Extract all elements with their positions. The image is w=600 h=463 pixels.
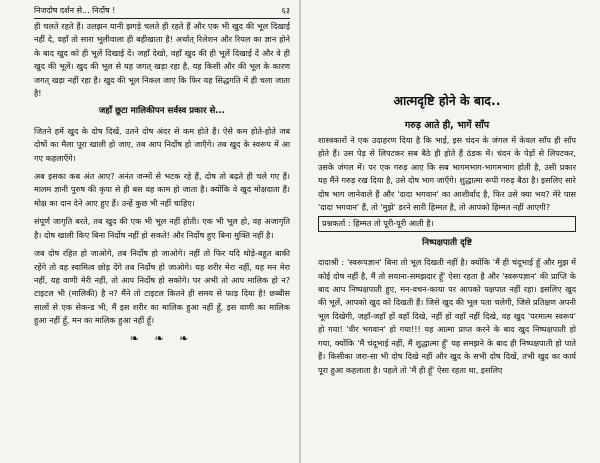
question-line: प्रश्नकर्ता : हिम्मत तो पूरी-पूरी आती है। [318,216,576,231]
running-title: निजदोष दर्शन से... निर्दोष ! [34,6,116,15]
section-heading: निष्पक्षपाती दृष्टि [422,237,472,248]
paragraph: अब इसका कब अंत आए? अनंत जन्मों से भटक रहे हैं, दोष तो बढ़ते ही चले गए हैं। मालम ज्ञानी पुरुष की कृपा से ही बस वह काम हो जाता है। क्योंकि वे खुद मोक्षदाता हैं। मोक्ष का दान देने आए हुए हैं। उन्हें कुछ भी नहीं चाहिए। [34,171,290,208]
section-heading: जहाँ छूटा मालिकीपन सर्वस्व प्रकार से... [98,106,226,117]
ornament-divider: ❧ ❧ ❧ [129,331,195,345]
right-page [300,0,600,463]
paragraph: शास्त्रकारों ने एक उदाहरण दिया है कि भाई, इस चंदन के जंगल में केवल साँप ही साँप होते हैं। उस पेड़ से लिपटकर सब बैठे ही होते हैं ठंडक में। चंदन के पेड़ों से लिपटकर, उसके जंगल में। पर एक गरुड़ आए कि सब भागमभाग-भागमभाग होती है, उसी प्रकार यह मैंने गरुड़ रख दिया है, उसे दोष भाग जाएँगे। शुद्धात्मा रूपी गरुड़ बैठा है। इसलिए सारे दोष भाग जानेवाले हैं और 'दादा भगवान' का आशीर्वाद है, फिर उसे क्या भय? मेरे पास 'दादा भगवान' हैं, तो 'मुझे' डरने सारी हिम्मत है, तो आपको हिम्मत नहीं आएगी? [318,135,576,213]
right-page-body [318,134,576,379]
paragraph: संपूर्ण जागृति बरते, तब खुद की एक भी भूल नहीं होती। एक भी भूल हो, वह अजागृति है। दोष खाली किए बिना निर्दोष नहीं हो सकते! और निर्दोष हुए बिना मुक्ति नहीं है। [34,216,290,240]
paragraph: जितने हमें खुद के दोष दिखें, उतने दोष अंदर से कम होते हैं। ऐसे कम होते-होते जब दोषों का मैला पूरा खाली हो जाए, तब आप निर्दोष हो जाएँगे। तब खुद के स्वरूप में आ गए कहलाएँगे। [34,125,290,163]
page-number: ६३ [281,6,290,15]
paragraph: दादाश्री : 'स्वरूपज्ञान' बिना तो भूल दिखती नहीं है। क्योंकि 'मैं ही चंदूभाई हूँ और मुझ में कोई दोष नहीं है, मैं तो सयाना-समझदार हूँ' ऐसा रहता है और 'स्वरूपज्ञान' की प्राप्ति के बाद आप निष्पक्षपाती हुए, मन-वचन-काया पर आपको पक्षपात नहीं रहा। इसलिए खुद की भूलें, आपको खुद को दिखती हैं। जिसे खुद की भूल पता चलेगी, जिसे प्रतिक्षण अपनी भूल दिखेगी, जहाँ-जहाँ हों वहाँ दिखे, नहीं हों वहाँ नहीं दिखे, वह खुद 'परमात्म स्वरूप' हो गया! 'वीर भगवान' हो गया!!! यह आत्मा प्राप्त करने के बाद खुद निष्पक्षपाती हो गया, क्योंकि 'मैं चंदूभाई नहीं, मैं शुद्धात्मा हूँ' यह समझने के बाद ही निष्पक्षपाती हो पाते हैं। किसीका जरा-सा भी दोष दिखे नहीं और खुद के सभी दोष दिखें, तभी खुद का कार्य पूरा हुआ कहलाता है। पहले तो 'मैं ही हूँ' ऐसा रहता था, इसलिए [318,257,576,375]
left-page-body [34,20,290,345]
page-header [34,4,290,19]
paragraph: ही चलते रहते हैं। उलझन यानी झगड़े चलते ही रहते हैं और एक भी खुद की भूल दिखाई नहीं दे, वहाँ तो सारा भूलीवाला ही बहीखाता है! अर्थात् रिलेशन और रियल का ज्ञान होने के बाद खुद को ही भूलें दिखाई दें। जहाँ देखो, वहाँ खुद की ही भूलें दिखाई दें और वे ही खुद की भूलें। खुद की भूल से यह जगत् खड़ा रहा है, यह किसी और की भूल के कारण जगत् खड़ा नहीं रहा है। खुद की भूल निकल जाए कि फिर यह सिद्धगति में ही चला जाता है! [34,21,290,99]
paragraph: जब दोष रहित हो जाओगे, तब निर्दोष हो जाओगे। नहीं तो फिर यदि थोड़े-बहुत बाकी रहेंगे तो वह स्वामित्व छोड़ देंगे तब निर्दोष हो जाओगे। यह शरीर मेरा नहीं, यह मन मेरा नहीं, यह वाणी मेरी नहीं, तो आप निर्दोष हो सकोगे। पर अभी तो आप मालिक हो न? टाइटल भी (मालिकी) है न? मैंने तो टाइटल कितने ही समय से फाड़ दिया है! छब्बीस सालों से एक सेकन्ड भी, मैं इस शरीर का मालिक हुआ नहीं हूँ, इस वाणी का मालिक हुआ नहीं हूँ, मन का मालिक हुआ नहीं हूँ। [34,248,290,326]
section-title: गरुड़ आते ही, भागें साँप [404,120,490,131]
chapter-title: आत्मदृष्टि होने के बाद.. [393,93,501,108]
